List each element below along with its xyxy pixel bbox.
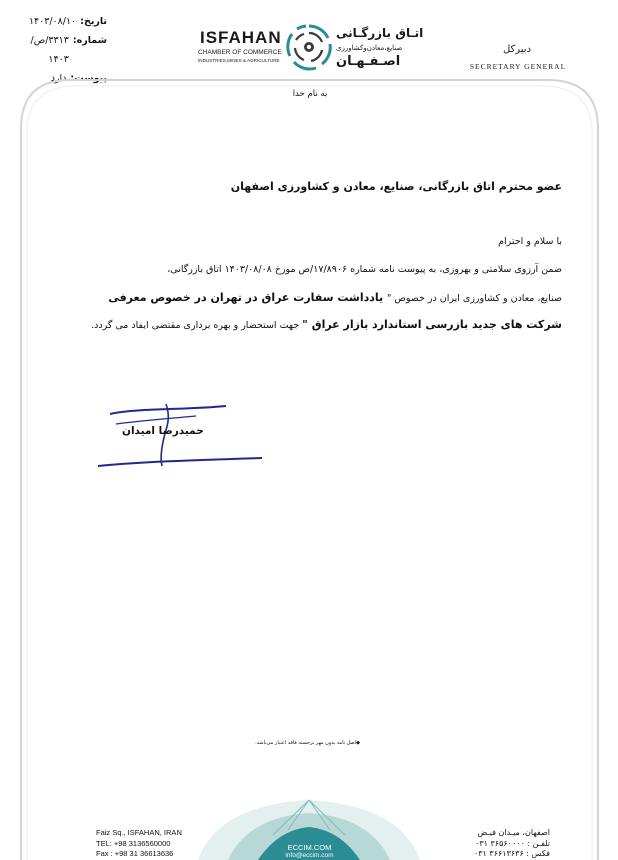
logo-en-name: ISFAHAN <box>200 28 282 47</box>
footer-contact-fa <box>420 828 550 860</box>
footer-email[interactable]: info@eccim.com <box>285 852 334 859</box>
body-line-3-plain: جهت استحضار و بهره برداری مقتضی ایفاد می گردد. <box>91 320 303 331</box>
secretary-general-fa: دبیرکل <box>502 44 532 55</box>
basmala: به نام خدا <box>292 89 328 99</box>
footer-tel-en: TEL: +98 3136560000 <box>96 838 171 848</box>
signer-name: حمیدرضا امیدان <box>122 425 204 437</box>
number-label: شماره: <box>72 35 107 46</box>
footer-fax-en: Fax : +98 31 36613636 <box>96 849 174 858</box>
attachment-label: پیوست: <box>70 73 107 84</box>
number-row <box>12 31 107 69</box>
body-line-1: ضمن آرزوی سلامتی و بهروزی، به پیوست نامه شماره ۱۷/۸۹۰۶/ص مورخ ۱۴۰۳/۰۸/۰۸ اتاق بازرگانی، <box>167 264 562 275</box>
footer-web <box>262 843 357 860</box>
logo-fa-line1: اتـاق بازرگـانی <box>336 26 424 40</box>
attachment-value: دارد <box>50 73 67 84</box>
body-line-2-plain: صنایع، معادن و کشاورزی ایران در خصوص " <box>386 293 562 304</box>
body-line-3 <box>50 311 562 339</box>
footer-address-fa: اصفهان، میـدان فیـض <box>477 828 550 837</box>
logo-fa-line2: صنایع،معادن‌وکشاورزی <box>336 44 403 52</box>
date-label: تاریخ: <box>80 16 107 27</box>
chamber-logo <box>196 20 426 74</box>
logo-fa-line3: اصـفـهـان <box>336 54 401 69</box>
footer-website[interactable]: ECCIM.COM <box>287 843 332 852</box>
chamber-emblem-icon <box>284 22 334 72</box>
number-value: ۳۳۱۳/ص/۱۴۰۳ <box>30 35 69 65</box>
footer-contact-en <box>96 828 182 860</box>
date-row <box>12 12 107 31</box>
logo-en-chamber: CHAMBER OF COMMERCE <box>198 49 282 56</box>
date-value: ۱۴۰۳/۰۸/۱۰ <box>28 16 77 27</box>
footer-fax-fa: فکس : ۳۶۶۱۳۶۳۶ ۰۳۱ <box>473 849 550 858</box>
secretary-general-en: SECRETARY GENERAL <box>469 62 567 71</box>
logo-en-sub: INDUSTRIES,MINES & AGRICULTURE <box>198 58 280 63</box>
stamp-notice: ◆اصل نامه بدون مهر برجسته فاقد اعتبار می‌باشد. <box>255 740 360 746</box>
greeting: با سلام و احترام <box>498 236 562 247</box>
body-line-2-bold: یادداشت سفارت عراق در تهران در خصوص معرفی <box>108 291 387 304</box>
footer-address-en: Faiz Sq., ISFAHAN, IRAN <box>96 828 182 837</box>
body-line-2 <box>50 284 562 312</box>
body-line-3-bold: شرکت های جدید بازرسی استاندارد بازار عراق " <box>302 318 562 331</box>
addressee: عضو محترم اتاق بازرگانی، صنایع، معادن و کشاورزی اصفهان <box>230 180 562 193</box>
letter-meta <box>12 12 107 88</box>
footer-tel-fa: تلفـن : ۳۶۵۶۰۰۰۰ ۰۳۱ <box>475 838 550 848</box>
